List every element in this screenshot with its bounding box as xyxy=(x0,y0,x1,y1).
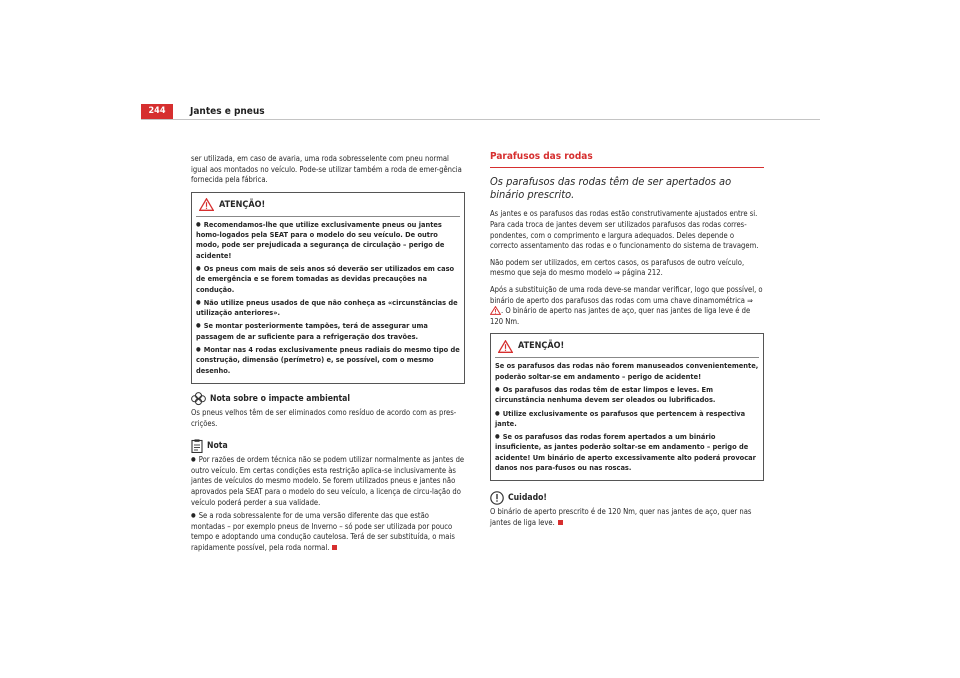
warning-header xyxy=(199,195,460,215)
paragraph-torque-part1: Após a substituição de uma roda deve-se mandar verificar, logo que possível, o binário de aperto dos parafusos das rodas com uma chave dinamométrica ⇒ xyxy=(490,284,763,305)
caution-header xyxy=(490,491,764,505)
section-end-marker xyxy=(332,545,337,550)
section-subtitle: Os parafusos das rodas têm de ser apertados ao binário prescrito. xyxy=(490,174,732,201)
warning-lead: Se os parafusos das rodas não forem manuseados convenientemente, poderão soltar-se em andamento – perigo de acidente! xyxy=(495,361,759,381)
caution-text: O binário de aperto prescrito é de 120 Nm, quer nas jantes de aço, quer nas jantes de liga leve. xyxy=(490,507,752,527)
env-note-text: Os pneus velhos têm de ser eliminados como resíduo de acordo com as pres-crições. xyxy=(191,407,457,428)
note-title: Nota xyxy=(207,440,228,451)
warning-item: ● Se os parafusos das rodas forem apertados a um binário insuficiente, as jantes poderão soltar-se em andamento – perigo de acidente! Um binário de aperto excessivamente alto poderá provocar danos nos para-fusos ou nas roscas. xyxy=(495,432,759,473)
header-divider xyxy=(141,119,820,120)
left-column xyxy=(191,154,465,553)
section-title: Parafusos das rodas xyxy=(490,151,593,162)
page-title: Jantes e pneus xyxy=(190,106,265,117)
paragraph-torque-part2: . O binário de aperto nas jantes de aço, quer nas jantes de liga leve é de 120 Nm. xyxy=(490,306,751,326)
paragraph: As jantes e os parafusos das rodas estão construtivamente ajustados entre si. Para cada troca de jantes devem ser utilizados parafusos das rodas corres-pondentes, com o comprimento e largura adequados. Deles depende o correcto assentamento das rodas e o funcionamento do sistema de travagem. xyxy=(490,209,759,251)
warning-divider xyxy=(495,357,759,358)
env-note-header xyxy=(191,392,465,406)
flower-environment-icon xyxy=(191,392,206,406)
note-clipboard-icon xyxy=(191,439,203,453)
page-number: 244 xyxy=(148,106,166,116)
warning-item: ● Recomendamos-lhe que utilize exclusivamente pneus ou jantes homo-logados pela SEAT para o modelo do seu veículo. De outro modo, pode ser prejudicada a segurança de circulação – perigo de acidente! xyxy=(196,220,460,261)
note-item: ● Se a roda sobressalente for de uma versão diferente das que estão montadas – por exemplo pneus de Inverno – só pode ser utilizada por pouco tempo e adoptando uma condução cautelosa. Terá de ser substituída, o mais rapidamente possível, pela roda normal. xyxy=(191,511,455,552)
warning-reference-icon xyxy=(490,306,501,315)
warning-title: ATENÇÃO! xyxy=(518,341,565,352)
right-column xyxy=(490,152,764,529)
note-header xyxy=(191,439,465,453)
paragraph: Não podem ser utilizados, em certos casos, os parafusos de outro veículo, mesmo que seja do mesmo modelo ⇒ página 212. xyxy=(490,257,745,278)
warning-triangle-icon xyxy=(498,340,513,353)
warning-item: ● Não utilize pneus usados de que não conheça as «circunstâncias de utilização anteriores». xyxy=(196,298,460,319)
warning-item: ● Montar nas 4 rodas exclusivamente pneus radiais do mesmo tipo de construção, dimensão (perímetro) e, se possível, com o mesmo desenho. xyxy=(196,345,460,376)
warning-item: ● Os parafusos das rodas têm de estar limpos e leves. Em circunstância nenhuma devem ser oleados ou lubrificados. xyxy=(495,385,759,406)
caution-exclamation-icon xyxy=(490,491,504,505)
paragraph-torque xyxy=(490,285,764,327)
warning-item: ● Utilize exclusivamente os parafusos que pertencem à respectiva jante. xyxy=(495,409,759,430)
warning-item: ● Os pneus com mais de seis anos só deverão ser utilizados em caso de emergência e se forem tomadas as devidas precauções na condução. xyxy=(196,264,460,295)
section-end-marker xyxy=(558,520,563,525)
warning-triangle-icon xyxy=(199,198,214,211)
section-divider xyxy=(490,167,764,168)
warning-divider xyxy=(196,216,460,217)
warning-box-bolts xyxy=(490,333,764,481)
note-item: ● Por razões de ordem técnica não se podem utilizar normalmente as jantes de outro veículo. Em certas condições esta restrição aplica-se inclusivamente às jantes de veículos do mesmo modelo. Se forem utilizados pneus e jantes não aprovados pela SEAT para o modelo do seu veículo, a licença de circu-lação do veículo poderá perder a sua validade. xyxy=(191,455,465,508)
intro-paragraph: ser utilizada, em caso de avaria, uma roda sobresselente com pneu normal igual aos montados no veículo. Pode-se utilizar também a roda de emer-gência fornecida pela fábrica. xyxy=(191,154,462,185)
caution-title: Cuidado! xyxy=(508,493,547,504)
env-note-title: Nota sobre o impacte ambiental xyxy=(210,393,351,404)
warning-title: ATENÇÃO! xyxy=(219,199,266,210)
warning-box-tyres xyxy=(191,192,465,384)
warning-header xyxy=(498,336,759,356)
warning-item: ● Se montar posteriormente tampões, terá de assegurar uma passagem de ar suficiente para a refrigeração dos travões. xyxy=(196,321,460,342)
